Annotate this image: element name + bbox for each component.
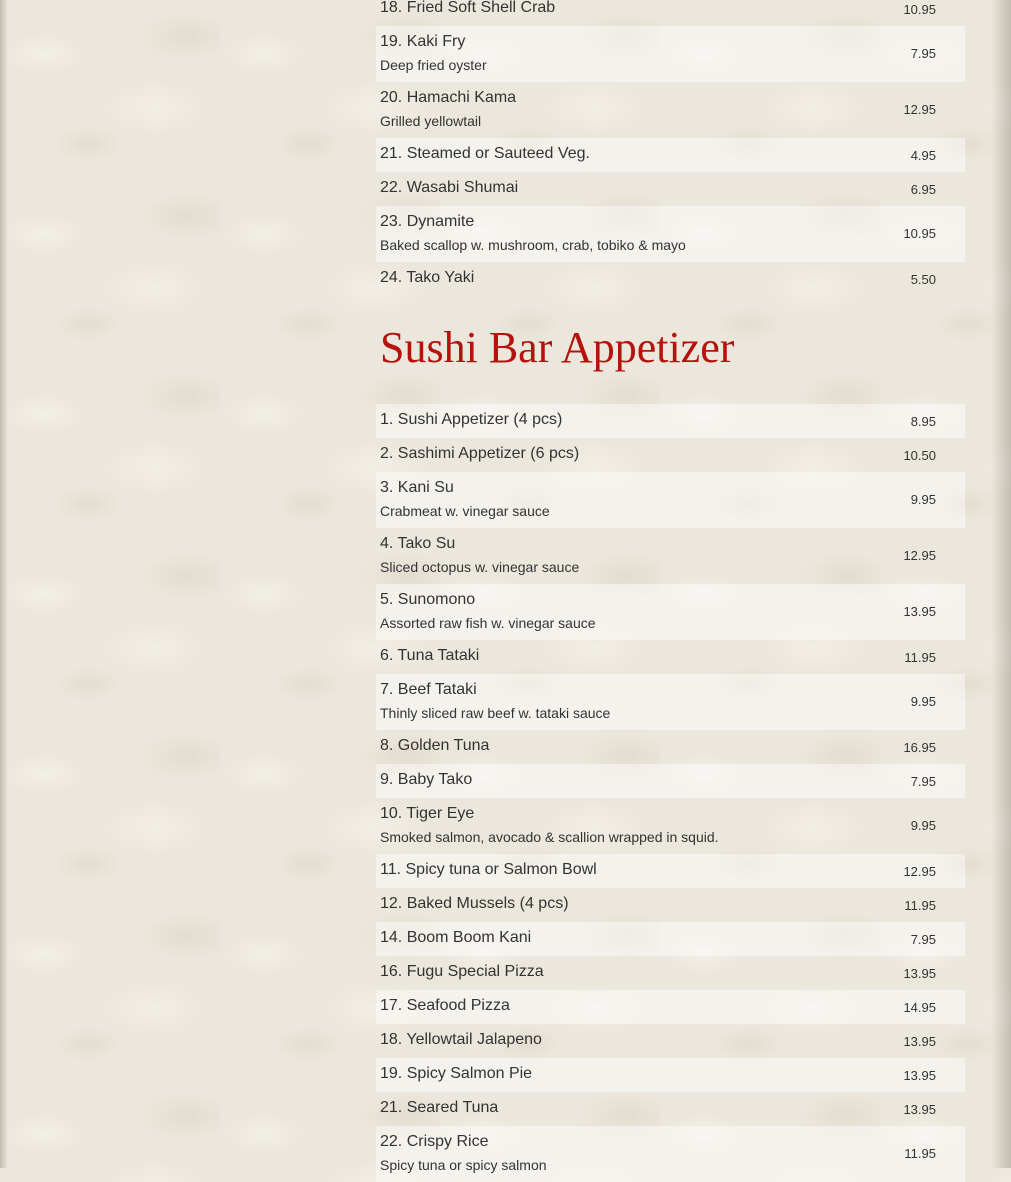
menu-item-name: 18. Yellowtail Jalapeno xyxy=(380,1031,542,1048)
menu-item-description: Sliced octopus w. vinegar sauce xyxy=(380,559,580,575)
menu-item-price: 11.95 xyxy=(904,1146,936,1161)
menu-item-price: 12.95 xyxy=(903,102,936,117)
menu-item-price: 4.95 xyxy=(910,148,936,163)
menu-item-price: 16.95 xyxy=(903,740,936,755)
menu-item-name: 2. Sashimi Appetizer (6 pcs) xyxy=(380,445,580,462)
menu-item-price: 8.95 xyxy=(910,414,936,429)
menu-item xyxy=(376,1058,965,1092)
menu-item xyxy=(376,1024,965,1058)
menu-item-price: 13.95 xyxy=(903,966,936,981)
menu-item xyxy=(376,26,965,82)
menu-item-price: 7.95 xyxy=(910,46,936,61)
menu-item-description: Thinly sliced raw beef w. tataki sauce xyxy=(380,705,611,721)
menu-item xyxy=(376,990,965,1024)
menu-item-description: Baked scallop w. mushroom, crab, tobiko & mayo xyxy=(380,237,686,253)
menu-item xyxy=(376,82,965,138)
menu-item-price: 12.95 xyxy=(903,548,936,563)
menu-item-description: Smoked salmon, avocado & scallion wrapped in squid. xyxy=(380,829,719,845)
menu-item-price: 6.95 xyxy=(910,182,936,197)
menu-item-name: 22. Wasabi Shumai xyxy=(380,179,519,196)
menu-item-name: 19. Spicy Salmon Pie xyxy=(380,1065,533,1082)
section-title-sushi-bar-appetizer: Sushi Bar Appetizer xyxy=(380,323,735,372)
menu-item-price: 11.95 xyxy=(904,650,936,665)
menu-item xyxy=(376,1092,965,1126)
menu-item-price: 9.95 xyxy=(910,694,936,709)
menu-item-name: 12. Baked Mussels (4 pcs) xyxy=(380,895,569,912)
menu-item xyxy=(376,1126,965,1182)
menu-item-name: 21. Seared Tuna xyxy=(380,1099,499,1116)
menu-item-name: 22. Crispy Rice xyxy=(380,1133,489,1150)
menu-item-price: 5.50 xyxy=(910,272,936,287)
menu-item-price: 13.95 xyxy=(903,1034,936,1049)
menu-item xyxy=(376,0,965,26)
menu-item xyxy=(376,262,965,296)
page-edge-right xyxy=(991,0,1011,1168)
menu-item-description: Grilled yellowtail xyxy=(380,113,482,129)
menu-item xyxy=(376,854,965,888)
menu-item-price: 13.95 xyxy=(903,1068,936,1083)
menu-item xyxy=(376,138,965,172)
menu-item-price: 10.95 xyxy=(903,2,936,17)
menu-item-price: 13.95 xyxy=(903,1102,936,1117)
page-edge-left xyxy=(0,0,8,1168)
menu-item xyxy=(376,956,965,990)
menu-item xyxy=(376,798,965,854)
menu-item-name: 16. Fugu Special Pizza xyxy=(380,963,544,980)
menu-item-description: Spicy tuna or spicy salmon xyxy=(380,1157,547,1173)
menu-item xyxy=(376,404,965,438)
menu-item xyxy=(376,730,965,764)
menu-item xyxy=(376,674,965,730)
menu-item-name: 19. Kaki Fry xyxy=(380,33,466,50)
menu-item xyxy=(376,206,965,262)
menu-item-name: 23. Dynamite xyxy=(380,213,475,230)
menu-item-price: 9.95 xyxy=(910,492,936,507)
menu-item-price: 13.95 xyxy=(903,604,936,619)
menu-item xyxy=(376,172,965,206)
menu-item-name: 3. Kani Su xyxy=(380,479,454,496)
menu-item-name: 20. Hamachi Kama xyxy=(380,89,517,106)
menu-item xyxy=(376,888,965,922)
menu-item-price: 11.95 xyxy=(904,898,936,913)
menu-item-price: 10.95 xyxy=(903,226,936,241)
menu-item xyxy=(376,584,965,640)
menu-item xyxy=(376,922,965,956)
menu-item-name: 5. Sunomono xyxy=(380,591,476,608)
menu-item-price: 9.95 xyxy=(910,818,936,833)
menu-item-name: 17. Seafood Pizza xyxy=(380,997,510,1014)
menu-item-price: 7.95 xyxy=(910,932,936,947)
menu-item-price: 10.50 xyxy=(903,448,936,463)
menu-item-name: 6. Tuna Tataki xyxy=(380,647,480,664)
menu-item-name: 18. Fried Soft Shell Crab xyxy=(380,0,556,16)
menu-item-description: Crabmeat w. vinegar sauce xyxy=(380,503,550,519)
menu-item-description: Assorted raw fish w. vinegar sauce xyxy=(380,615,596,631)
menu-item-name: 9. Baby Tako xyxy=(380,771,473,788)
menu-item xyxy=(376,528,965,584)
menu-item-name: 24. Tako Yaki xyxy=(380,269,475,286)
menu-item-name: 10. Tiger Eye xyxy=(380,805,475,822)
menu-item xyxy=(376,764,965,798)
menu-item-description: Deep fried oyster xyxy=(380,57,487,73)
menu-item-name: 14. Boom Boom Kani xyxy=(380,929,532,946)
menu-item-name: 7. Beef Tataki xyxy=(380,681,477,698)
menu-item xyxy=(376,438,965,472)
menu-item-price: 12.95 xyxy=(903,864,936,879)
left-blank-column xyxy=(8,0,372,1168)
menu-item-name: 21. Steamed or Sauteed Veg. xyxy=(380,145,590,162)
menu-item-price: 7.95 xyxy=(910,774,936,789)
menu-item-name: 11. Spicy tuna or Salmon Bowl xyxy=(380,861,597,878)
menu-item xyxy=(376,472,965,528)
menu-item-price: 14.95 xyxy=(903,1000,936,1015)
menu-item xyxy=(376,640,965,674)
menu-item-name: 8. Golden Tuna xyxy=(380,737,490,754)
menu-item-name: 4. Tako Su xyxy=(380,535,456,552)
menu-item-name: 1. Sushi Appetizer (4 pcs) xyxy=(380,411,563,428)
